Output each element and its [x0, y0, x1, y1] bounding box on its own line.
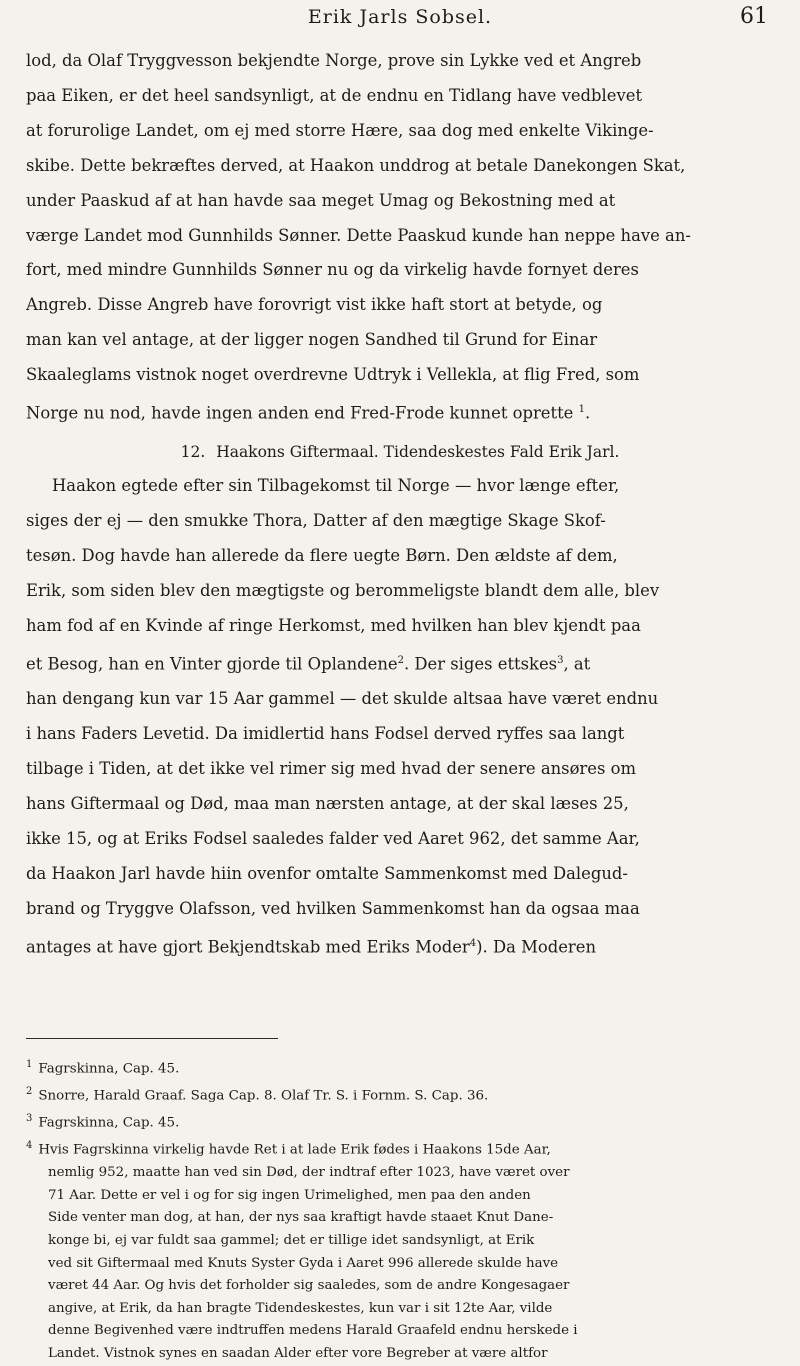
text-line: Haakon egtede efter sin Tilbagekomst til Norge — hvor længe efter,: [52, 476, 620, 496]
paragraph-1: [26, 44, 774, 431]
footnote-line: nemlig 952, maatte han ved sin Død, der indtraf efter 1023, have været over: [48, 1165, 570, 1181]
footnote-line: Side venter man dog, at han, der nys saa kraftigt havde staaet Knut Dane-: [48, 1210, 554, 1226]
text-segment: ). Da Moderen: [476, 937, 597, 957]
text-line: i hans Faders Levetid. Da imidlertid hans Fodsel derved ryffes saa langt: [26, 724, 625, 744]
footnote-line: denne Begivenhed være indtruffen medens Harald Graafeld endnu herskede i: [48, 1323, 578, 1339]
page-number: 61: [740, 4, 768, 29]
footnote-ref: 2: [397, 654, 404, 666]
text-line: Skaaleglams vistnok noget overdrevne Udtryk i Vellekla, at flig Fred, som: [26, 365, 640, 385]
text-line: skibe. Dette bekræftes derved, at Haakon unddrog at betale Danekongen Skat,: [26, 155, 686, 175]
section-heading: [26, 435, 774, 469]
footnote-mark: 1: [26, 1059, 33, 1070]
text-segment: Norge nu nod, havde ingen anden end Fred-Frode kunnet oprette: [26, 403, 574, 423]
footnote-line: været 44 Aar. Og hvis det forholder sig saaledes, som de andre Kongesagaer: [48, 1278, 570, 1294]
footnotes: [26, 1054, 774, 1366]
footnote-ref: 4: [469, 937, 477, 949]
footnote: [26, 1108, 774, 1135]
text-line: lod, da Olaf Tryggvesson bekjendte Norge, prove sin Lykke ved et Angreb: [26, 51, 642, 70]
text-line: værge Landet mod Gunnhilds Sønner. Dette Paaskud kunde han neppe have an-: [26, 225, 691, 245]
text-line: ham fod af en Kvinde af ringe Herkomst, med hvilken han blev kjendt paa: [26, 616, 641, 636]
running-title: Erik Jarls Sobsel.: [307, 6, 493, 28]
text-segment: . Der siges ettskes: [403, 654, 558, 674]
text-line: tilbage i Tiden, at det ikke vel rimer sig med hvad der senere ansøres om: [26, 759, 636, 779]
text-line: Erik, som siden blev den mægtigste og berommeligste blandt dem alle, blev: [26, 581, 660, 601]
footnote-ref: 1: [578, 404, 585, 416]
paragraph-2: [26, 469, 774, 965]
text-line: han dengang kun var 15 Aar gammel — det skulde altsaa have været endnu: [26, 689, 659, 709]
footnote-text: Hvis Fagrskinna virkelig havde Ret i at lade Erik fødes i Haakons 15de Aar,: [38, 1142, 551, 1158]
footnote-line: 71 Aar. Dette er vel i og for sig ingen Urimelighed, men paa den anden: [48, 1187, 531, 1203]
text-line: siges der ej — den smukke Thora, Datter af den mægtige Skage Skof-: [26, 511, 606, 531]
body-text: [26, 44, 774, 965]
text-line: tesøn. Dog havde han allerede da flere uegte Børn. Den ældste af dem,: [26, 546, 618, 566]
text-line: man kan vel antage, at der ligger nogen Sandhed til Grund for Einar: [26, 330, 598, 350]
text-line: fort, med mindre Gunnhilds Sønner nu og da virkelig havde fornyet deres: [26, 260, 639, 280]
text-segment: antages at have gjort Bekjendtskab med Eriks Moder: [26, 937, 470, 957]
text-segment: .: [584, 403, 591, 423]
footnote-mark: 3: [26, 1113, 33, 1125]
footnote-mark: 4: [26, 1140, 33, 1152]
footnote-line: Landet. Vistnok synes en saadan Alder efter vore Begreber at være altfor: [48, 1346, 548, 1361]
footnote-mark: 2: [26, 1086, 33, 1098]
footnote: [26, 1081, 774, 1108]
running-head: [26, 2, 774, 32]
text-line: [26, 644, 774, 682]
text-line: hans Giftermaal og Død, maa man nærsten antage, at der skal læses 25,: [26, 794, 629, 814]
text-line: [26, 393, 774, 431]
text-segment: et Besog, han en Vinter gjorde til Oplandene: [26, 654, 398, 674]
text-line: Angreb. Disse Angreb have forovrigt vist ikke haft stort at betyde, og: [26, 295, 603, 315]
footnote-ref: 3: [557, 654, 564, 666]
text-line: paa Eiken, er det heel sandsynligt, at de endnu en Tidlang have vedblevet: [26, 85, 643, 105]
footnote-line: angive, at Erik, da han bragte Tidendeskestes, kun var i sit 12te Aar, vilde: [48, 1300, 553, 1316]
footnote-divider: [26, 1038, 278, 1039]
text-line: at forurolige Landet, om ej med storre Hære, saa dog med enkelte Vikinge-: [26, 120, 654, 140]
text-line: [26, 927, 774, 965]
footnote: [26, 1054, 774, 1081]
text-line: under Paaskud af at han havde saa meget Umag og Bekostning med at: [26, 190, 616, 210]
section-title: Haakons Giftermaal. Tidendeskestes Fald Erik Jarl.: [216, 443, 620, 462]
text-line: brand og Tryggve Olafsson, ved hvilken Sammenkomst han da ogsaa maa: [26, 898, 640, 918]
footnote: [26, 1135, 774, 1162]
section-number: 12.: [180, 443, 206, 462]
footnote-text: Fagrskinna, Cap. 45.: [38, 1115, 180, 1131]
footnote-line: ved sit Giftermaal med Knuts Syster Gyda i Aaret 996 allerede skulde have: [48, 1255, 559, 1271]
footnote-text: Snorre, Harald Graaf. Saga Cap. 8. Olaf Tr. S. i Fornm. S. Cap. 36.: [38, 1088, 489, 1104]
text-segment: , at: [563, 654, 591, 674]
footnote-text: Fagrskinna, Cap. 45.: [38, 1061, 180, 1077]
footnote-line: konge bi, ej var fuldt saa gammel; det er tillige idet sandsynligt, at Erik: [48, 1233, 535, 1249]
text-line: da Haakon Jarl havde hiin ovenfor omtalte Sammenkomst med Dalegud-: [26, 863, 628, 883]
text-line: ikke 15, og at Eriks Fodsel saaledes falder ved Aaret 962, det samme Aar,: [26, 828, 640, 848]
